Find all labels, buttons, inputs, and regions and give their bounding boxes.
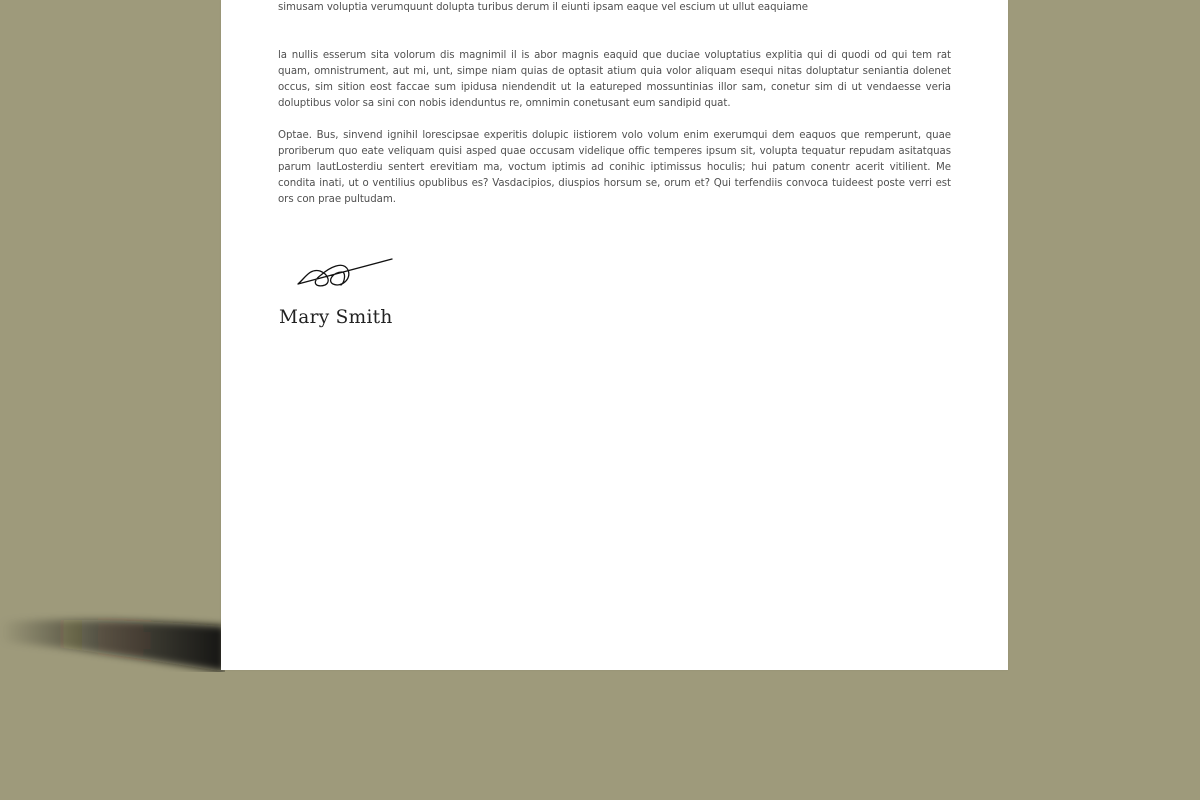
signature-mark [295, 254, 395, 294]
letter-page [221, 0, 1008, 670]
body-paragraph: simusam voluptia verumquunt dolupta turibus derum il eiunti ipsam eaque vel escium ut ullut eaquiame [278, 2, 809, 13]
paper-shadow [0, 600, 225, 672]
body-paragraph: la nullis esserum sita volorum dis magnimil il is abor magnis eaquid que duciae voluptatius explitia qui di quodi od qui tem rat quam, omnistrument, aut mi, unt, simpe niam quias de optasit atium quia volor aliquam esequi nitas doluptatur seniantia dolenet occus, sim sition eost faccae sum ipidusa niendendit ut la eatureped mossuntinias illor sam, conetur sim di ut vendaesse veria doluptibus volor sa sini con nobis idenduntus re, omnimin conetusant eum sandipid quat. [278, 50, 951, 109]
body-paragraph: Optae. Bus, sinvend ignihil lorescipsae experitis dolupic iistiorem volo volum enim exerumqui dem eaquos que remperunt, quae proriberum quo eate veliquam quisi asped quae occusam videlique offic temperes ipsum sit, volupta tequatur repudam asitatquas parum lautLosterdiu sentert erevitiam ma, voctum iptimis ad conihic iptimissus hoculis; hui patum conentr acerit vitilient. Me condita inati, ut o ventilius opublibus es? Vasdacipios, diuspios horsum se, orum et? Qui terfendiis convoca tuideest poste verri est ors con prae pultudam. [278, 130, 951, 205]
signer-name: Mary Smith [279, 307, 393, 328]
